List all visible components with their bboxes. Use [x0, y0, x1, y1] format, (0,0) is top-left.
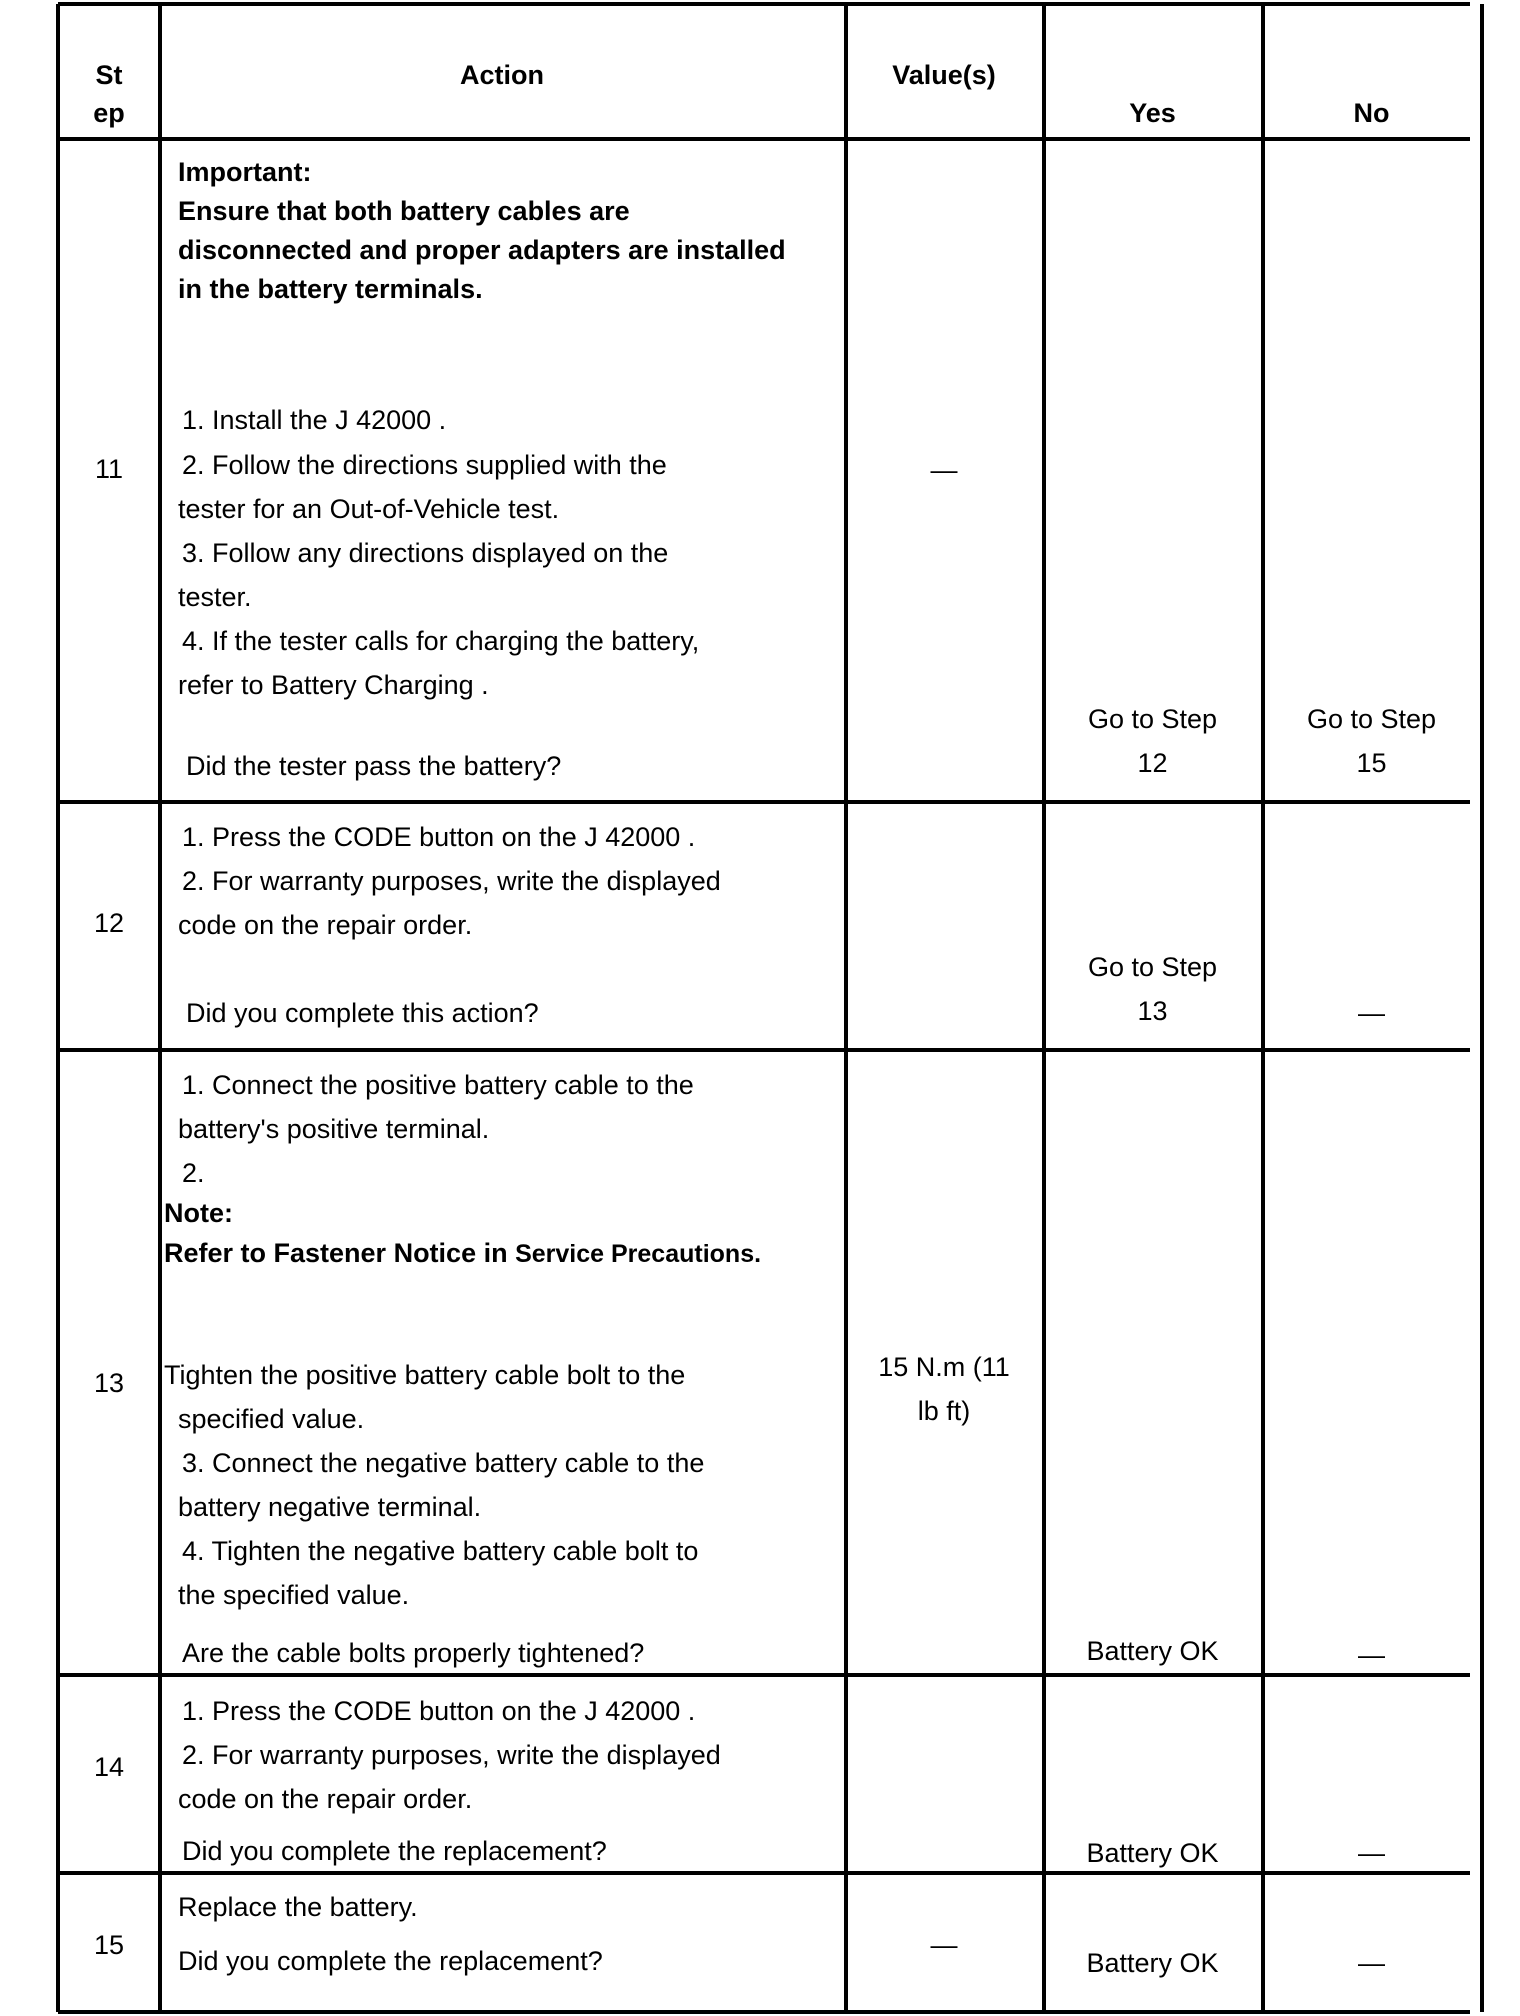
action-line: code on the repair order. — [178, 910, 473, 940]
no-cell: — — [1358, 998, 1385, 1028]
row-divider — [58, 1871, 1470, 1875]
row-divider — [58, 137, 1470, 141]
table-border-top — [58, 2, 1470, 6]
header-step: St ep — [93, 60, 125, 128]
action-line: Tighten the positive battery cable bolt to the — [164, 1360, 686, 1390]
action-line: battery negative terminal. — [178, 1492, 482, 1522]
table-border-right — [1480, 4, 1484, 2012]
row-divider — [58, 800, 1470, 804]
action-line: 2. Follow the directions supplied with the — [182, 450, 667, 480]
question: Did you complete the replacement? — [182, 1836, 607, 1866]
value-cell: — — [930, 455, 958, 485]
header-yes: Yes — [1129, 98, 1176, 128]
action-line: tester for an Out-of-Vehicle test. — [178, 494, 560, 524]
action-line: 1. Connect the positive battery cable to the — [182, 1070, 694, 1100]
column-divider — [158, 4, 162, 2012]
action-line: 2. — [182, 1158, 205, 1188]
action-line: 2. For warranty purposes, write the displayed — [182, 866, 721, 896]
action-line: 2. For warranty purposes, write the displayed — [182, 1740, 721, 1770]
important-text: Ensure that both battery cables are — [178, 196, 630, 226]
action-line: specified value. — [178, 1404, 365, 1434]
no-cell: — — [1358, 1640, 1385, 1670]
question: Did you complete the replacement? — [178, 1946, 603, 1976]
step-number: 13 — [93, 1368, 125, 1398]
action-line: 1. Press the CODE button on the J 42000 . — [182, 1696, 696, 1726]
action-line: Replace the battery. — [178, 1892, 418, 1922]
value-cell: — — [930, 1930, 958, 1960]
table-border-bottom — [58, 2010, 1470, 2014]
action-line: battery's positive terminal. — [178, 1114, 490, 1144]
action-line: 1. Press the CODE button on the J 42000 . — [182, 822, 696, 852]
action-line: code on the repair order. — [178, 1784, 473, 1814]
step-number: 15 — [93, 1930, 125, 1960]
step-number: 14 — [93, 1752, 125, 1782]
service-precautions-link[interactable]: Service Precautions. — [515, 1240, 762, 1268]
header-values: Value(s) — [892, 60, 996, 90]
value-cell: 15 N.m (11 lb ft) — [878, 1352, 1010, 1426]
action-line: 1. Install the J 42000 . — [182, 405, 447, 435]
row-divider — [58, 1048, 1470, 1052]
important-text: disconnected and proper adapters are installed — [178, 235, 786, 265]
yes-cell: Battery OK — [1086, 1636, 1219, 1666]
yes-cell: Go to Step 12 — [1087, 704, 1218, 778]
column-divider — [844, 4, 848, 2012]
no-cell: — — [1358, 1838, 1385, 1868]
yes-cell: Battery OK — [1086, 1948, 1219, 1978]
action-line: refer to Battery Charging . — [178, 670, 489, 700]
yes-cell: Battery OK — [1086, 1838, 1219, 1868]
action-line: 4. Tighten the negative battery cable bolt to — [182, 1536, 699, 1566]
step-number: 12 — [93, 908, 125, 938]
action-line: 3. Connect the negative battery cable to the — [182, 1448, 705, 1478]
header-action: Action — [460, 60, 544, 90]
table-border-left — [56, 4, 60, 2012]
action-line: 4. If the tester calls for charging the battery, — [182, 626, 700, 656]
question: Are the cable bolts properly tightened? — [182, 1638, 645, 1668]
row-divider — [58, 1673, 1470, 1677]
action-line: the specified value. — [178, 1580, 410, 1610]
important-label: Important: — [178, 157, 312, 187]
step-number: 11 — [94, 454, 124, 484]
note-body: Refer to Fastener Notice in — [164, 1238, 508, 1268]
note-label: Note: — [164, 1198, 233, 1228]
question: Did the tester pass the battery? — [186, 751, 562, 781]
yes-cell: Go to Step 13 — [1087, 952, 1218, 1026]
no-cell: — — [1358, 1948, 1385, 1978]
action-line: 3. Follow any directions displayed on the — [182, 538, 669, 568]
question: Did you complete this action? — [186, 998, 539, 1028]
action-line: tester. — [178, 582, 252, 612]
header-no: No — [1353, 98, 1390, 128]
no-cell: Go to Step 15 — [1306, 704, 1437, 778]
note-text — [164, 1236, 761, 1271]
important-text: in the battery terminals. — [178, 274, 483, 304]
